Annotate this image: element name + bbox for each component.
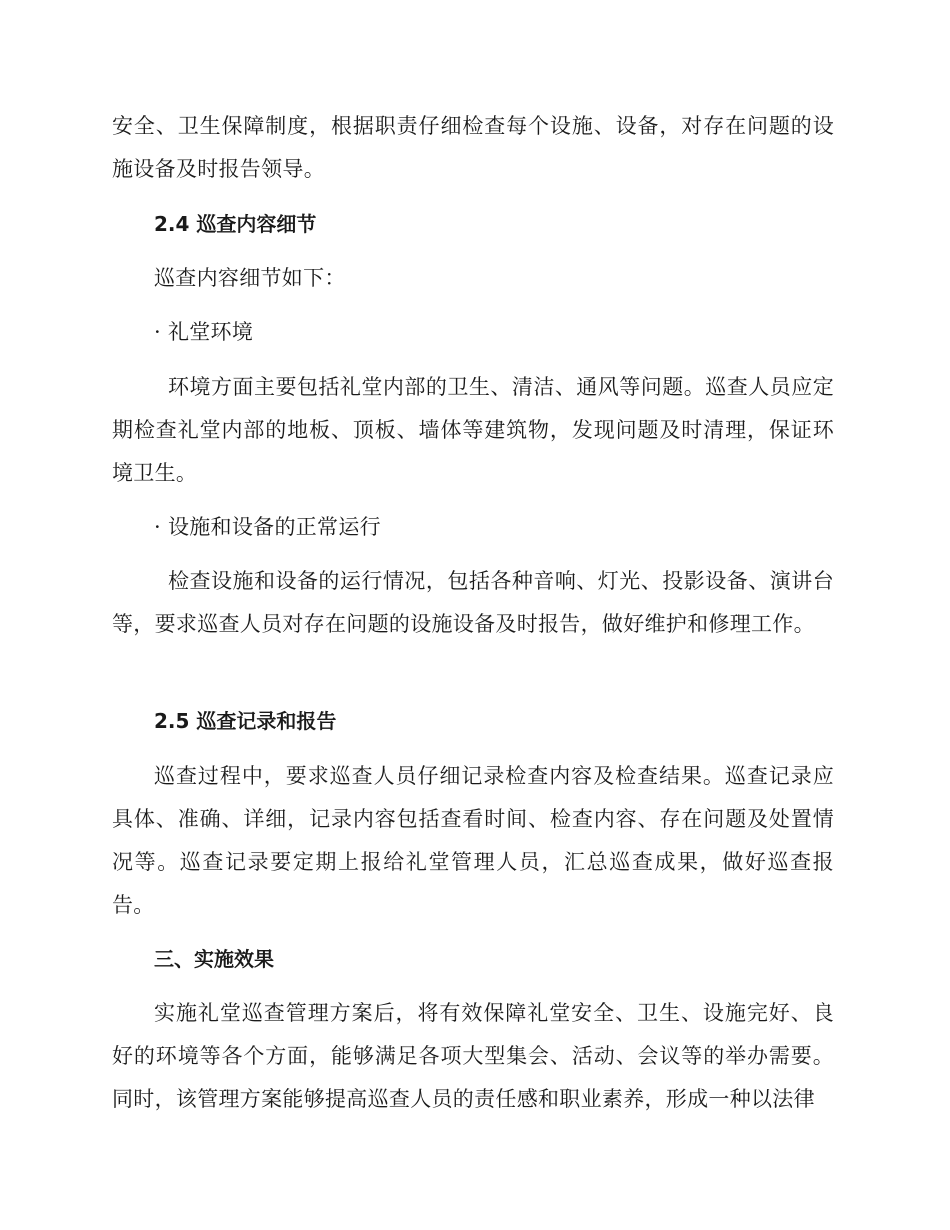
section-heading-2-5: 2.5 巡查记录和报告 xyxy=(154,709,337,733)
section-heading-2-4: 2.4 巡查内容细节 xyxy=(154,212,317,236)
bullet-environment: · 礼堂环境 xyxy=(154,320,254,344)
intro-paragraph: 安全、卫生保障制度，根据职责仔细检查每个设施、设备，对存在问题的设施设备及时报告领导。 xyxy=(112,114,834,181)
bullet-environment-paragraph: 环境方面主要包括礼堂内部的卫生、清洁、通风等问题。巡查人员应定期检查礼堂内部的地板、顶板、墙体等建筑物，发现问题及时清理，保证环境卫生。 xyxy=(112,375,834,485)
section-2-5-paragraph: 巡查过程中，要求巡查人员仔细记录检查内容及检查结果。巡查记录应具体、准确、详细，记录内容包括查看时间、检查内容、存在问题及处置情况等。巡查记录要定期上报给礼堂管理人员，汇总巡查成果，做好巡查报告。 xyxy=(112,764,834,917)
section-2-4-intro: 巡查内容细节如下： xyxy=(154,266,346,290)
bullet-equipment: · 设施和设备的正常运行 xyxy=(154,515,381,539)
section-heading-3: 三、实施效果 xyxy=(154,947,274,971)
bullet-equipment-paragraph: 检查设施和设备的运行情况，包括各种音响、灯光、投影设备、演讲台等，要求巡查人员对存在问题的设施设备及时报告，做好维护和修理工作。 xyxy=(112,569,834,636)
section-3-paragraph: 实施礼堂巡查管理方案后，将有效保障礼堂安全、卫生、设施完好、良好的环境等各个方面，能够满足各项大型集会、活动、会议等的举办需要。同时，该管理方案能够提高巡查人员的责任感和职业素养，形成一种以法律 xyxy=(112,1001,834,1111)
